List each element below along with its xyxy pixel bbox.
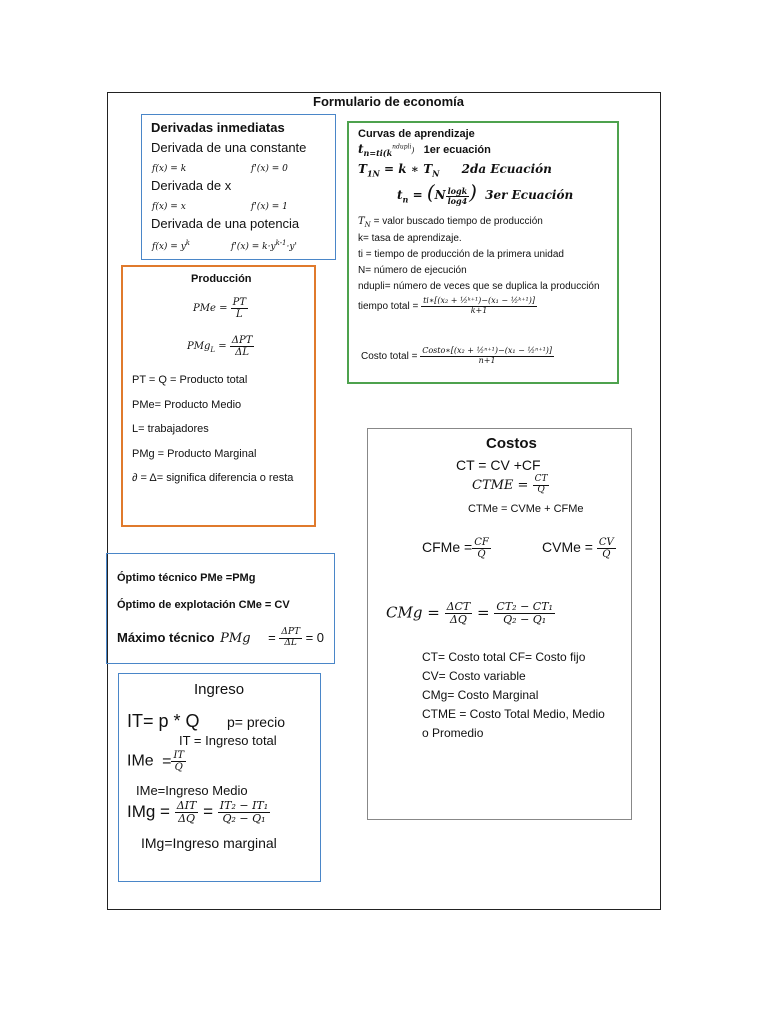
eq2-sub2: N [432,168,440,179]
curvas-box [347,121,619,384]
derivada-constante-f: f(x) = k [152,164,187,174]
derivada-x-f: f(x) = x [152,202,186,212]
cfme-lhs: CFMe = [422,539,473,556]
img-den2: Q₂ − Q₁ [222,812,266,826]
eq3-lhs: t [397,188,403,202]
ime-eq: = [162,752,172,770]
produccion-box [121,265,316,527]
eq3-eq: = [412,188,423,202]
optimo-explotacion: Óptimo de explotación CMe = CV [117,599,290,611]
ingreso-it-def: IT = Ingreso total [179,733,277,748]
ctme-sum: CTMe = CVMe + CFMe [468,503,584,515]
img-formula [127,800,270,825]
def-tn [358,216,543,229]
tiempo-den: k+1 [470,305,488,315]
ingreso-it: IT= p * Q [127,711,200,731]
cmg-den2: Q₂ − Q₁ [503,613,547,627]
eq2-rhs: = k ∗ T [384,162,433,176]
costo-label: Costo total = [361,350,418,362]
ingreso-img-def: IMg=Ingreso marginal [141,835,277,851]
derivada-potencia-d [231,239,297,252]
img-den1: ΔQ [178,812,196,826]
derivada-potencia-label: Derivada de una potencia [151,216,300,231]
costo-total [361,347,554,366]
optimo-box [106,553,335,664]
costos-def-2: CV= Costo variable [422,669,526,683]
eq2-label: 2da Ecuación [461,162,552,176]
costos-ct: CT = CV +CF [456,457,541,473]
maximo-pmg: PMg [220,630,251,646]
cmg-eq: = [477,603,490,622]
cvme-lhs: CVMe = [542,539,593,556]
derivada-x-label: Derivada de x [151,178,232,193]
pmg-lhs: PMg [187,341,211,352]
pmg-num: ΔPT [231,335,253,346]
curvas-eq3: $t_n = (N$ $\frac{\log k}{\log 4}$ ) 3er Ecuación [397,180,574,206]
produccion-def-1: PT = Q = Producto total [132,374,248,386]
potencia-d-end: ·y' [286,242,297,252]
produccion-def-2: PMe= Producto Medio [132,399,242,411]
maximo-num: ΔPT [281,627,300,637]
cmg-num2: CT₂ − CT₁ [496,600,553,613]
img-lhs: IMg = [127,802,170,822]
derivadas-box [141,114,336,260]
ingreso-heading: Ingreso [194,681,245,698]
def-ti: ti = tiempo de producción de la primera unidad [358,249,564,260]
costos-def-4: CTME = Costo Total Medio, Medio [422,707,605,721]
tiempo-num: ti∗[(x₂ + ½ᵏ⁺¹)−(x₁ − ½ᵏ⁺¹)] [423,296,535,305]
potencia-d-base: f'(x) = k·y [231,242,276,252]
cfme-formula [422,537,491,560]
potencia-f-exp: k [185,239,191,247]
costos-def-1: CT= Costo total CF= Costo fijo [422,650,586,664]
ctme-formula [472,475,549,496]
eq1-lhs: t [358,142,364,156]
produccion-def-4: PMg = Producto Marginal [132,448,257,460]
ingreso-box [118,673,321,882]
maximo-eq: = [268,629,276,645]
pme-lhs: PMe = [193,303,228,314]
ctme-num: CT [534,474,548,484]
costo-den: n+1 [478,355,496,365]
maximo-tecnico [117,628,324,649]
costos-heading: Costos [486,435,537,452]
def-tn-sub: N [364,221,371,229]
derivadas-heading: Derivadas inmediatas [151,120,285,135]
eq3-num: logk [447,186,468,196]
tiempo-label: tiempo total = [358,300,419,312]
produccion-def-5: ∂ = Δ= significa diferencia o resta [132,472,294,484]
ctme-den: Q [537,484,545,495]
ctme-lhs: CTME = [472,477,529,493]
optimo-tecnico: Óptimo técnico PMe =PMg [117,572,256,584]
pme-num: PT [232,297,247,308]
curvas-eq2 [358,163,552,179]
cvme-den: Q [602,549,611,560]
cmg-formula [386,601,555,626]
costos-def-3: CMg= Costo Marginal [422,688,539,702]
eq2-lhs: T [358,162,367,176]
pmg-formula [187,335,254,358]
cfme-den: Q [477,549,486,560]
produccion-heading: Producción [191,273,252,285]
def-ndupli: ndupli= número de veces que se duplica la producción [358,281,600,292]
maximo-end: = 0 [305,629,325,645]
potencia-f-base: f(x) = y [152,242,186,252]
eq3-den: log4 [447,195,468,206]
ingreso-ime-def: IMe=Ingreso Medio [136,783,248,798]
eq3-N: N [434,188,446,202]
curvas-heading: Curvas de aprendizaje [358,128,475,140]
derivada-constante-d: f'(x) = 0 [251,164,288,174]
cfme-num: CF [474,537,489,548]
eq1-label: 1er ecuación [423,144,491,156]
pmg-eq: = [218,341,227,352]
cvme-num: CV [598,537,614,548]
costo-num: Costo∗[(x₂ + ½ⁿ⁺¹)−(x₁ − ½ⁿ⁺¹)] [422,346,553,355]
eq3-sub: n [402,194,409,205]
tiempo-total [358,297,537,316]
costos-def-5: o Promedio [422,726,484,740]
ingreso-p: p= precio [227,714,285,730]
page-title: Formulario de economía [313,94,464,109]
maximo-den: ΔL [284,637,297,648]
eq1-sup: ndupli [392,143,412,151]
derivada-potencia-f [152,239,190,252]
maximo-label: Máximo técnico [117,629,215,645]
pmg-den: ΔL [235,347,250,358]
img-num1: ΔIT [176,799,197,812]
def-tn-sym: T [358,216,365,227]
cmg-num1: ΔCT [446,600,471,613]
ime-den: Q [174,762,183,773]
potencia-d-exp: k-1 [275,239,287,247]
produccion-def-3: L= trabajadores [132,423,209,435]
curvas-eq1 [358,143,491,158]
cmg-lhs: CMg = [386,603,440,622]
ime-lhs: IMe [127,752,154,770]
eq3-label: 3er Ecuación [485,188,574,202]
ime-num: IT [173,750,185,761]
ime-formula [127,750,186,773]
cvme-formula [542,537,616,560]
cmg-den1: ΔQ [449,613,467,627]
def-tn-text: = valor buscado tiempo de producción [370,216,543,227]
eq1-sub: n=ti(k [363,148,393,159]
costos-box [367,428,632,820]
def-N: N= número de ejecución [358,265,467,276]
def-k: k= tasa de aprendizaje. [358,233,462,244]
pme-den: L [236,309,243,320]
eq2-sub: 1N [366,168,380,179]
pmg-sub: L [210,346,216,354]
derivada-x-d: f'(x) = 1 [251,202,288,212]
eq1-close: ) [411,146,415,155]
pme-formula [193,297,248,320]
img-eq: = [203,802,214,822]
img-num2: IT₂ − IT₁ [219,799,269,812]
derivada-constante-label: Derivada de una constante [151,140,307,155]
